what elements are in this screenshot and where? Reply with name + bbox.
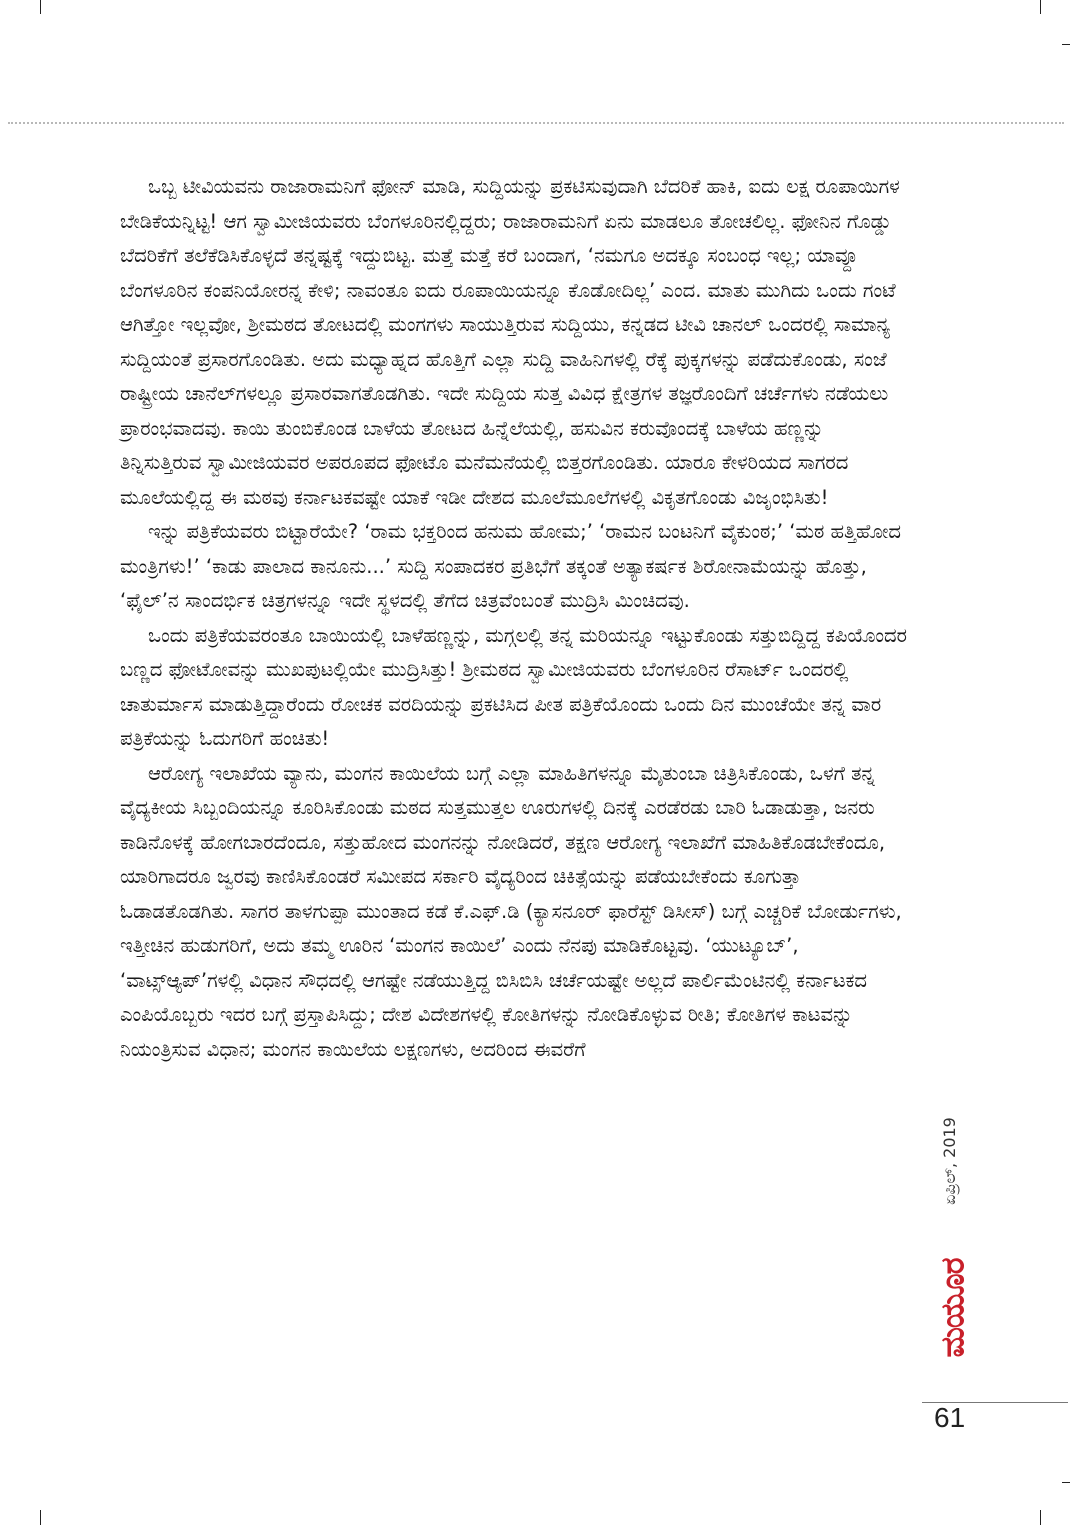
crop-mark-right-top bbox=[1062, 44, 1070, 45]
magazine-logo-text: ಮಯೂರ bbox=[933, 1258, 972, 1358]
paragraph-2: ಇನ್ನು ಪತ್ರಿಕೆಯವರು ಬಿಟ್ಟಾರೆಯೇ? ‘ರಾಮ ಭಕ್ತರಿಂದ ಹನುಮ ಹೋಮ;’ ‘ರಾಮನ ಬಂಟನಿಗೆ ವೈಕುಂಠ;’ ‘ಮಠ ಹತ್ತಿಹೋದ ಮಂತ್ರಿಗಳು!’ ‘ಕಾಡು ಪಾಲಾದ ಕಾನೂನು...’ ಸುದ್ದಿ ಸಂಪಾದಕರ ಪ್ರತಿಭೆಗೆ ತಕ್ಕಂತೆ ಅತ್ಯಾಕರ್ಷಕ ಶಿರೋನಾಮೆಯನ್ನು ಹೊತ್ತು, ‘ಫೈಲ್’ನ ಸಾಂದರ್ಭಿಕ ಚಿತ್ರಗಳನ್ನೂ ಇದೇ ಸ್ಥಳದಲ್ಲಿ ತೆಗೆದ ಚಿತ್ರವೆಂಬಂತೆ ಮುದ್ರಿಸಿ ಮಿಂಚಿದವು. bbox=[120, 520, 901, 612]
crop-mark-right-bottom bbox=[1062, 1482, 1070, 1483]
issue-date bbox=[938, 1106, 962, 1216]
header-dotted-rule bbox=[8, 122, 1064, 124]
crop-mark-bottom-left bbox=[40, 1510, 41, 1525]
article-body bbox=[120, 170, 910, 1067]
crop-mark-top-left bbox=[40, 0, 41, 14]
page-number: 61 bbox=[934, 1402, 966, 1433]
issue-date-text: ಏಪ್ರಿಲ್, 2019 bbox=[940, 1117, 959, 1205]
paragraph-1: ಒಬ್ಬ ಟೀವಿಯವನು ರಾಜಾರಾಮನಿಗೆ ಫೋನ್ ಮಾಡಿ, ಸುದ್ದಿಯನ್ನು ಪ್ರಕಟಿಸುವುದಾಗಿ ಬೆದರಿಕೆ ಹಾಕಿ, ಐದು ಲಕ್ಷ ರೂಪಾಯಿಗಳ ಬೇಡಿಕೆಯನ್ನಿಟ್ಟ! ಆಗ ಸ್ವಾಮೀಜಿಯವರು ಬೆಂಗಳೂರಿನಲ್ಲಿದ್ದರು; ರಾಜಾರಾಮನಿಗೆ ಏನು ಮಾಡಲೂ ತೋಚಲಿಲ್ಲ. ಫೋನಿನ ಗೊಡ್ಡು ಬೆದರಿಕೆಗೆ ತಲೆಕೆಡಿಸಿಕೊಳ್ಳದೆ ತನ್ನಷ್ಟಕ್ಕೆ ಇದ್ದುಬಿಟ್ಟ. ಮತ್ತೆ ಮತ್ತೆ ಕರೆ ಬಂದಾಗ, ‘ನಮಗೂ ಅದಕ್ಕೂ ಸಂಬಂಧ ಇಲ್ಲ; ಯಾವ್ದೂ ಬೆಂಗಳೂರಿನ ಕಂಪನಿಯೋರನ್ನ ಕೇಳಿ; ನಾವಂತೂ ಐದು ರೂಪಾಯಿಯನ್ನೂ ಕೊಡೋದಿಲ್ಲ’ ಎಂದ. ಮಾತು ಮುಗಿದು ಒಂದು ಗಂಟೆ ಆಗಿತ್ತೋ ಇಲ್ಲವೋ, ಶ್ರೀಮಠದ ತೋಟದಲ್ಲಿ ಮಂಗಗಳು ಸಾಯುತ್ತಿರುವ ಸುದ್ದಿಯು, ಕನ್ನಡದ ಟೀವಿ ಚಾನಲ್ ಒಂದರಲ್ಲಿ ಸಾಮಾನ್ಯ ಸುದ್ದಿಯಂತೆ ಪ್ರಸಾರಗೊಂಡಿತು. ಅದು ಮಧ್ಯಾಹ್ನದ ಹೊತ್ತಿಗೆ ಎಲ್ಲಾ ಸುದ್ದಿ ವಾಹಿನಿಗಳಲ್ಲಿ ರೆಕ್ಕೆ ಪುಕ್ಕಗಳನ್ನು ಪಡೆದುಕೊಂಡು, ಸಂಜೆ ರಾಷ್ಟ್ರೀಯ ಚಾನೆಲ್‌ಗಳಲ್ಲೂ ಪ್ರಸಾರವಾಗತೊಡಗಿತು. ಇದೇ ಸುದ್ದಿಯ ಸುತ್ತ ವಿವಿಧ ಕ್ಷೇತ್ರಗಳ ತಜ್ಞರೊಂದಿಗೆ ಚರ್ಚೆಗಳು ನಡೆಯಲು ಪ್ರಾರಂಭವಾದವು. ಕಾಯಿ ತುಂಬಿಕೊಂಡ ಬಾಳೆಯ ತೋಟದ ಹಿನ್ನೆಲೆಯಲ್ಲಿ, ಹಸುವಿನ ಕರುವೊಂದಕ್ಕೆ ಬಾಳೆಯ ಹಣ್ಣನ್ನು ತಿನ್ನಿಸುತ್ತಿರುವ ಸ್ವಾಮೀಜಿಯವರ ಅಪರೂಪದ ಫೋಟೊ ಮನೆಮನೆಯಲ್ಲಿ ಬಿತ್ತರಗೊಂಡಿತು. ಯಾರೂ ಕೇಳರಿಯದ ಸಾಗರದ ಮೂಲೆಯಲ್ಲಿದ್ದ ಈ ಮಠವು ಕರ್ನಾಟಕವಷ್ಟೇ ಯಾಕೆ ಇಡೀ ದೇಶದ ಮೂಲೆಮೂಲೆಗಳಲ್ಲಿ ವಿಕೃತಗೊಂಡು ವಿಜೃಂಭಿಸಿತು! bbox=[120, 175, 900, 509]
crop-mark-bottom-right bbox=[1040, 1510, 1041, 1525]
paragraph-3: ಒಂದು ಪತ್ರಿಕೆಯವರಂತೂ ಬಾಯಿಯಲ್ಲಿ ಬಾಳೆಹಣ್ಣನ್ನು, ಮಗ್ಗಲಲ್ಲಿ ತನ್ನ ಮರಿಯನ್ನೂ ಇಟ್ಟುಕೊಂಡು ಸತ್ತುಬಿದ್ದಿದ್ದ ಕಪಿಯೊಂದರ ಬಣ್ಣದ ಫೋಟೋವನ್ನು ಮುಖಪುಟಲ್ಲಿಯೇ ಮುದ್ರಿಸಿತ್ತು! ಶ್ರೀಮಠದ ಸ್ವಾಮೀಜಿಯವರು ಬೆಂಗಳೂರಿನ ರೆಸಾರ್ಟ್ ಒಂದರಲ್ಲಿ ಚಾತುರ್ಮಾಸ ಮಾಡುತ್ತಿದ್ದಾರೆಂದು ರೋಚಕ ವರದಿಯನ್ನು ಪ್ರಕಟಿಸಿದ ಪೀತ ಪತ್ರಿಕೆಯೊಂದು ಒಂದು ದಿನ ಮುಂಚೆಯೇ ತನ್ನ ವಾರ ಪತ್ರಿಕೆಯನ್ನು ಓದುಗರಿಗೆ ಹಂಚಿತು! bbox=[120, 623, 907, 750]
magazine-logo bbox=[935, 1228, 971, 1388]
crop-mark-top-right bbox=[1040, 0, 1041, 14]
paragraph-4: ಆರೋಗ್ಯ ಇಲಾಖೆಯ ವ್ಯಾನು, ಮಂಗನ ಕಾಯಿಲೆಯ ಬಗ್ಗೆ ಎಲ್ಲಾ ಮಾಹಿತಿಗಳನ್ನೂ ಮೈತುಂಬಾ ಚಿತ್ರಿಸಿಕೊಂಡು, ಒಳಗೆ ತನ್ನ ವೈದ್ಯಕೀಯ ಸಿಬ್ಬಂದಿಯನ್ನೂ ಕೂರಿಸಿಕೊಂಡು ಮಠದ ಸುತ್ತಮುತ್ತಲ ಊರುಗಳಲ್ಲಿ ದಿನಕ್ಕೆ ಎರಡೆರಡು ಬಾರಿ ಓಡಾಡುತ್ತಾ, ಜನರು ಕಾಡಿನೊಳಕ್ಕೆ ಹೋಗಬಾರದೆಂದೂ, ಸತ್ತುಹೋದ ಮಂಗನನ್ನು ನೋಡಿದರೆ, ತಕ್ಷಣ ಆರೋಗ್ಯ ಇಲಾಖೆಗೆ ಮಾಹಿತಿಕೊಡಬೇಕೆಂದೂ, ಯಾರಿಗಾದರೂ ಜ್ವರವು ಕಾಣಿಸಿಕೊಂಡರೆ ಸಮೀಪದ ಸರ್ಕಾರಿ ವೈದ್ಯರಿಂದ ಚಿಕಿತ್ಸೆಯನ್ನು ಪಡೆಯಬೇಕೆಂದು ಕೂಗುತ್ತಾ ಓಡಾಡತೊಡಗಿತು. ಸಾಗರ ತಾಳಗುಪ್ಪಾ ಮುಂತಾದ ಕಡೆ ಕೆ.ಎಫ್.ಡಿ (ಕ್ಯಾಸನೂರ್ ಫಾರೆಸ್ಟ್ ಡಿಸೀಸ್) ಬಗ್ಗೆ ಎಚ್ಚರಿಕೆ ಬೋರ್ಡುಗಳು, ಇತ್ತೀಚಿನ ಹುಡುಗರಿಗೆ, ಅದು ತಮ್ಮ ಊರಿನ ‘ಮಂಗನ ಕಾಯಿಲೆ’ ಎಂದು ನೆನಪು ಮಾಡಿಕೊಟ್ಟವು. ‘ಯುಟ್ಯೂಬ್’, ‘ವಾಟ್ಸ್‌ಆ್ಯಪ್’ಗಳಲ್ಲಿ ವಿಧಾನ ಸೌಧದಲ್ಲಿ ಆಗಷ್ಟೇ ನಡೆಯುತ್ತಿದ್ದ ಬಿಸಿಬಿಸಿ ಚರ್ಚೆಯಷ್ಟೇ ಅಲ್ಲದೆ ಪಾರ್ಲಿಮೆಂಟಿನಲ್ಲಿ ಕರ್ನಾಟಕದ ಎಂಪಿಯೊಬ್ಬರು ಇದರ ಬಗ್ಗೆ ಪ್ರಸ್ತಾಪಿಸಿದ್ದು; ದೇಶ ವಿದೇಶಗಳಲ್ಲಿ ಕೋತಿಗಳನ್ನು ನೋಡಿಕೊಳ್ಳುವ ರೀತಿ; ಕೋತಿಗಳ ಕಾಟವನ್ನು ನಿಯಂತ್ರಿಸುವ ವಿಧಾನ; ಮಂಗನ ಕಾಯಿಲೆಯ ಲಕ್ಷಣಗಳು, ಅದರಿಂದ ಈವರೆಗೆ bbox=[120, 761, 902, 1061]
